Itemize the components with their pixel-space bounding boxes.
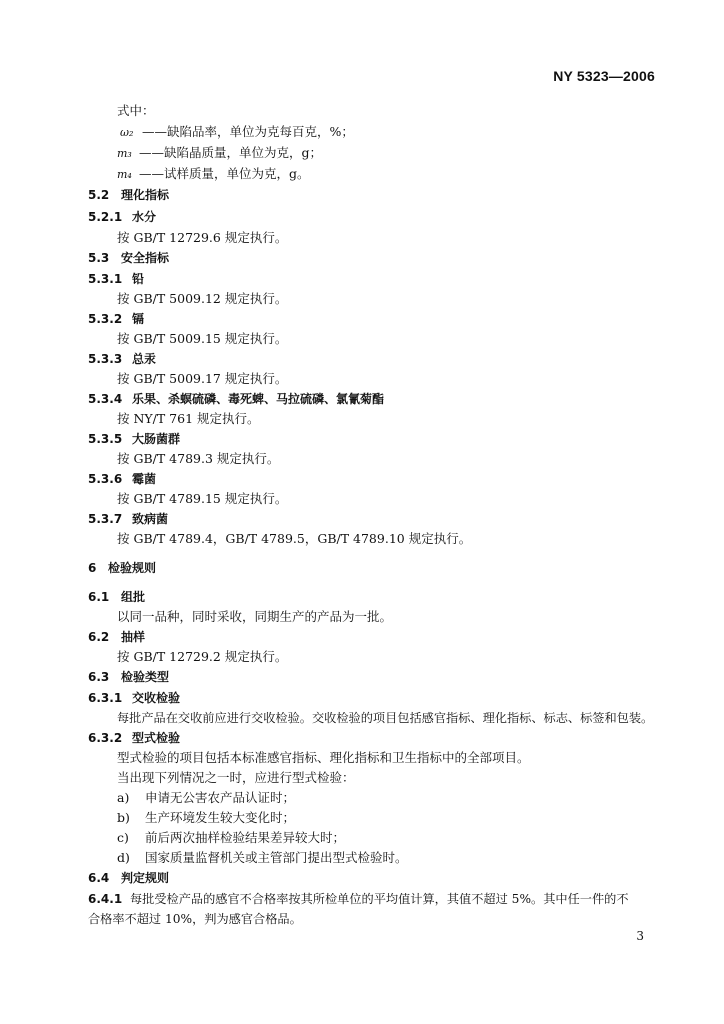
section-heading-5-3-1: 5.3.1 铅: [88, 272, 145, 286]
section-heading-6-1: 6.1 组批: [88, 590, 146, 604]
section-heading-5-3-3: 5.3.3 总汞: [88, 352, 157, 366]
section-heading-5-3-7: 5.3.7 致病菌: [88, 512, 169, 526]
section-heading-5-3-2: 5.3.2 镉: [88, 312, 145, 326]
page-number: 3: [636, 929, 644, 943]
section-heading-5-3-6: 5.3.6 霉菌: [88, 472, 157, 486]
formula-var-row: [117, 145, 322, 162]
section-heading-6-2: 6.2 抽样: [88, 630, 146, 644]
section-text-6-3-2-a: 型式检验的项目包括本标准感官指标、理化指标和卫生指标中的全部项目。: [117, 750, 530, 765]
var-symbol: m₄: [117, 168, 132, 181]
section-text-5-3-7: 按 GB/T 4789.4，GB/T 4789.5，GB/T 4789.10 规定执行。: [117, 531, 472, 546]
formula-where-intro: 式中：: [117, 103, 155, 118]
section-text-5-3-3: 按 GB/T 5009.17 规定执行。: [117, 371, 288, 386]
section-heading-6-3: 6.3 检验类型: [88, 670, 170, 684]
var-description: ——缺陷晶质量，单位为克，g；: [139, 145, 323, 160]
section-heading-6-4: 6.4 判定规则: [88, 871, 170, 885]
section-text-6-3-1: 每批产品在交收前应进行交收检验。交收检验的项目包括感官指标、理化指标、标志、标签和包装。: [117, 711, 654, 725]
section-text-6-4-1-cont: 合格率不超过 10%，判为感官合格品。: [88, 912, 302, 926]
formula-var-row: [120, 124, 354, 141]
section-heading-5-3-4: 5.3.4 乐果、杀螟硫磷、毒死蜱、马拉硫磷、氯氰菊酯: [88, 392, 385, 406]
section-text-6-3-2-b: 当出现下列情况之一时，应进行型式检验：: [117, 770, 355, 785]
section-text-6-2: 按 GB/T 12729.2 规定执行。: [117, 649, 288, 664]
section-heading-6: 6 检验规则: [88, 561, 157, 575]
section-text-5-2-1: 按 GB/T 12729.6 规定执行。: [117, 230, 288, 245]
section-text-5-3-2: 按 GB/T 5009.15 规定执行。: [117, 331, 288, 346]
section-text-6-1: 以同一品种，同时采收，同期生产的产品为一批。: [117, 609, 393, 624]
section-heading-5-3-5: 5.3.5 大肠菌群: [88, 432, 181, 446]
list-item: d) 国家质量监督机关或主管部门提出型式检验时。: [117, 850, 408, 865]
list-item: b) 生产环境发生较大变化时；: [117, 810, 296, 825]
section-heading-5-3: 5.3 安全指标: [88, 251, 170, 265]
list-item: c) 前后两次抽样检验结果差异较大时；: [117, 830, 346, 845]
section-heading-6-3-2: 6.3.2 型式检验: [88, 731, 181, 745]
section-text-5-3-1: 按 GB/T 5009.12 规定执行。: [117, 291, 288, 306]
section-heading-6-3-1: 6.3.1 交收检验: [88, 691, 181, 705]
section-heading-5-2: 5.2 理化指标: [88, 188, 170, 202]
var-symbol: ω₂: [120, 126, 134, 139]
var-description: ——试样质量，单位为克，g。: [139, 166, 310, 181]
list-item: a) 申请无公害农产品认证时；: [117, 790, 296, 805]
section-text-5-3-4: 按 NY/T 761 规定执行。: [117, 411, 260, 426]
var-symbol: m₃: [117, 147, 132, 160]
var-description: ——缺陷品率，单位为克每百克，%；: [142, 124, 354, 139]
standard-code-header: NY 5323—2006: [553, 68, 655, 84]
section-text-5-3-5: 按 GB/T 4789.3 规定执行。: [117, 451, 280, 466]
section-text-5-3-6: 按 GB/T 4789.15 规定执行。: [117, 491, 288, 506]
section-text-6-4-1: 6.4.1 每批受检产品的感官不合格率按其所检单位的平均值计算，其值不超过 5%。其中任一件的不: [88, 892, 629, 906]
section-heading-5-2-1: 5.2.1 水分: [88, 210, 157, 224]
formula-var-row: [117, 166, 310, 183]
